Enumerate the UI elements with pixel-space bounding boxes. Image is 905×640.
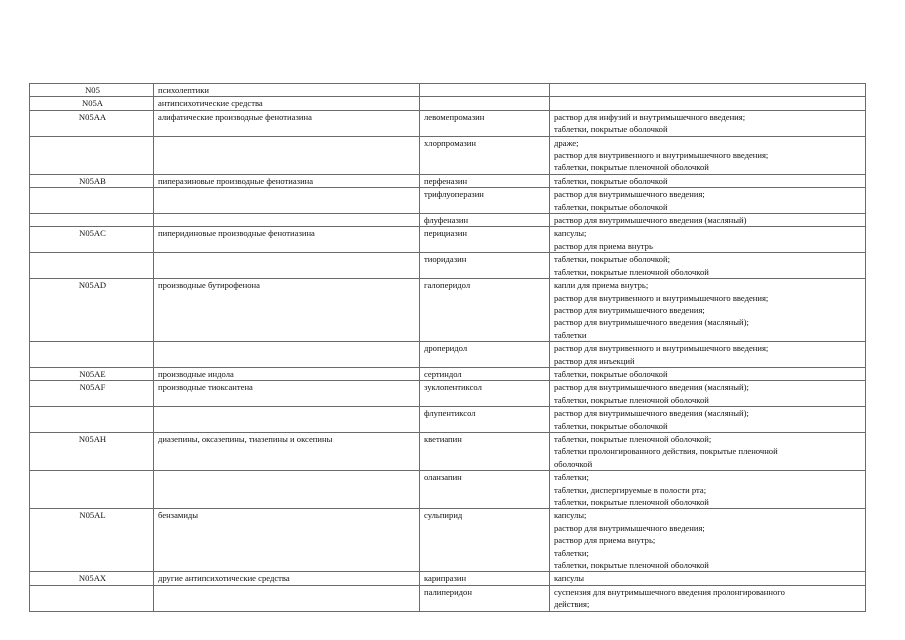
substance-cell: перициазин xyxy=(420,227,550,253)
substance-cell: дроперидол xyxy=(420,342,550,368)
dosage-forms-cell: драже; раствор для внутривенного и внутримышечного введения; таблетки, покрытые пленочной оболочкой xyxy=(550,136,866,174)
atc-code-cell: N05AC xyxy=(30,227,154,253)
dosage-forms-cell: таблетки, покрытые пленочной оболочкой; таблетки пролонгированного действия, покрытые пленочной оболочкой xyxy=(550,432,866,470)
substance-cell: флупентиксол xyxy=(420,407,550,433)
dosage-forms-cell: раствор для инфузий и внутримышечного введения; таблетки, покрытые оболочкой xyxy=(550,110,866,136)
substance-cell: перфеназин xyxy=(420,174,550,187)
group-name-cell: пиперазиновые производные фенотиазина xyxy=(154,174,420,187)
group-name-cell: другие антипсихотические средства xyxy=(154,572,420,585)
drug-list-table xyxy=(29,83,866,612)
group-name-cell xyxy=(154,188,420,214)
group-name-cell xyxy=(154,136,420,174)
table-row xyxy=(30,110,866,136)
table-row xyxy=(30,585,866,611)
group-name-cell xyxy=(154,253,420,279)
substance-cell: флуфеназин xyxy=(420,214,550,227)
group-name-cell xyxy=(154,214,420,227)
substance-cell: галоперидол xyxy=(420,279,550,342)
table-row xyxy=(30,188,866,214)
group-name-cell: алифатические производные фенотиазина xyxy=(154,110,420,136)
dosage-forms-cell: таблетки, покрытые оболочкой xyxy=(550,174,866,187)
table-row xyxy=(30,97,866,110)
table-row xyxy=(30,432,866,470)
dosage-forms-cell: раствор для внутривенного и внутримышечного введения; раствор для инъекций xyxy=(550,342,866,368)
table-body xyxy=(30,84,866,612)
dosage-forms-cell: капсулы; раствор для внутримышечного введения; раствор для приема внутрь; таблетки; таблетки, покрытые пленочной оболочкой xyxy=(550,509,866,572)
group-name-cell: производные бутирофенона xyxy=(154,279,420,342)
atc-code-cell: N05 xyxy=(30,84,154,97)
atc-code-cell xyxy=(30,407,154,433)
table-row xyxy=(30,227,866,253)
substance-cell: карипразин xyxy=(420,572,550,585)
table-row xyxy=(30,407,866,433)
group-name-cell xyxy=(154,585,420,611)
table-row xyxy=(30,136,866,174)
table-row xyxy=(30,367,866,380)
group-name-cell: диазепины, оксазепины, тиазепины и оксепины xyxy=(154,432,420,470)
table-row xyxy=(30,572,866,585)
table-row xyxy=(30,214,866,227)
dosage-forms-cell: раствор для внутримышечного введения (масляный); таблетки, покрытые оболочкой xyxy=(550,407,866,433)
dosage-forms-cell: таблетки, покрытые оболочкой; таблетки, покрытые пленочной оболочкой xyxy=(550,253,866,279)
table-row xyxy=(30,471,866,509)
atc-code-cell xyxy=(30,253,154,279)
group-name-cell: производные тиоксантена xyxy=(154,381,420,407)
substance-cell: кветиапин xyxy=(420,432,550,470)
substance-cell xyxy=(420,97,550,110)
atc-code-cell: N05AE xyxy=(30,367,154,380)
atc-code-cell: N05AF xyxy=(30,381,154,407)
dosage-forms-cell: таблетки; таблетки, диспергируемые в полости рта; таблетки, покрытые пленочной оболочкой xyxy=(550,471,866,509)
group-name-cell: пиперидиновые производные фенотиазина xyxy=(154,227,420,253)
atc-code-cell: N05AB xyxy=(30,174,154,187)
group-name-cell: бензамиды xyxy=(154,509,420,572)
group-name-cell xyxy=(154,407,420,433)
atc-code-cell xyxy=(30,471,154,509)
table-row xyxy=(30,174,866,187)
dosage-forms-cell: раствор для внутримышечного введения (масляный); таблетки, покрытые пленочной оболочкой xyxy=(550,381,866,407)
atc-code-cell: N05AX xyxy=(30,572,154,585)
atc-code-cell: N05AH xyxy=(30,432,154,470)
atc-code-cell: N05AD xyxy=(30,279,154,342)
substance-cell: левомепромазин xyxy=(420,110,550,136)
substance-cell xyxy=(420,84,550,97)
group-name-cell: антипсихотические средства xyxy=(154,97,420,110)
substance-cell: сульпирид xyxy=(420,509,550,572)
table-row xyxy=(30,279,866,342)
dosage-forms-cell xyxy=(550,97,866,110)
table-row xyxy=(30,509,866,572)
substance-cell: тиоридазин xyxy=(420,253,550,279)
table-row xyxy=(30,253,866,279)
table-row xyxy=(30,381,866,407)
substance-cell: трифлуоперазин xyxy=(420,188,550,214)
dosage-forms-cell: капсулы; раствор для приема внутрь xyxy=(550,227,866,253)
atc-code-cell xyxy=(30,136,154,174)
group-name-cell: психолептики xyxy=(154,84,420,97)
table-row xyxy=(30,84,866,97)
atc-code-cell: N05AA xyxy=(30,110,154,136)
dosage-forms-cell: капсулы xyxy=(550,572,866,585)
atc-code-cell: N05A xyxy=(30,97,154,110)
dosage-forms-cell xyxy=(550,84,866,97)
atc-code-cell xyxy=(30,585,154,611)
atc-code-cell xyxy=(30,342,154,368)
group-name-cell xyxy=(154,342,420,368)
substance-cell: оланзапин xyxy=(420,471,550,509)
substance-cell: палиперидон xyxy=(420,585,550,611)
atc-code-cell xyxy=(30,188,154,214)
dosage-forms-cell: раствор для внутримышечного введения; таблетки, покрытые оболочкой xyxy=(550,188,866,214)
atc-code-cell xyxy=(30,214,154,227)
group-name-cell: производные индола xyxy=(154,367,420,380)
dosage-forms-cell: таблетки, покрытые оболочкой xyxy=(550,367,866,380)
table-row xyxy=(30,342,866,368)
substance-cell: сертиндол xyxy=(420,367,550,380)
atc-code-cell: N05AL xyxy=(30,509,154,572)
group-name-cell xyxy=(154,471,420,509)
dosage-forms-cell: суспензия для внутримышечного введения пролонгированного действия; xyxy=(550,585,866,611)
substance-cell: хлорпромазин xyxy=(420,136,550,174)
dosage-forms-cell: раствор для внутримышечного введения (масляный) xyxy=(550,214,866,227)
dosage-forms-cell: капли для приема внутрь; раствор для внутривенного и внутримышечного введения; раствор для внутримышечного введения; раствор для внутримышечного введения (масляный); таблетки xyxy=(550,279,866,342)
substance-cell: зуклопентиксол xyxy=(420,381,550,407)
